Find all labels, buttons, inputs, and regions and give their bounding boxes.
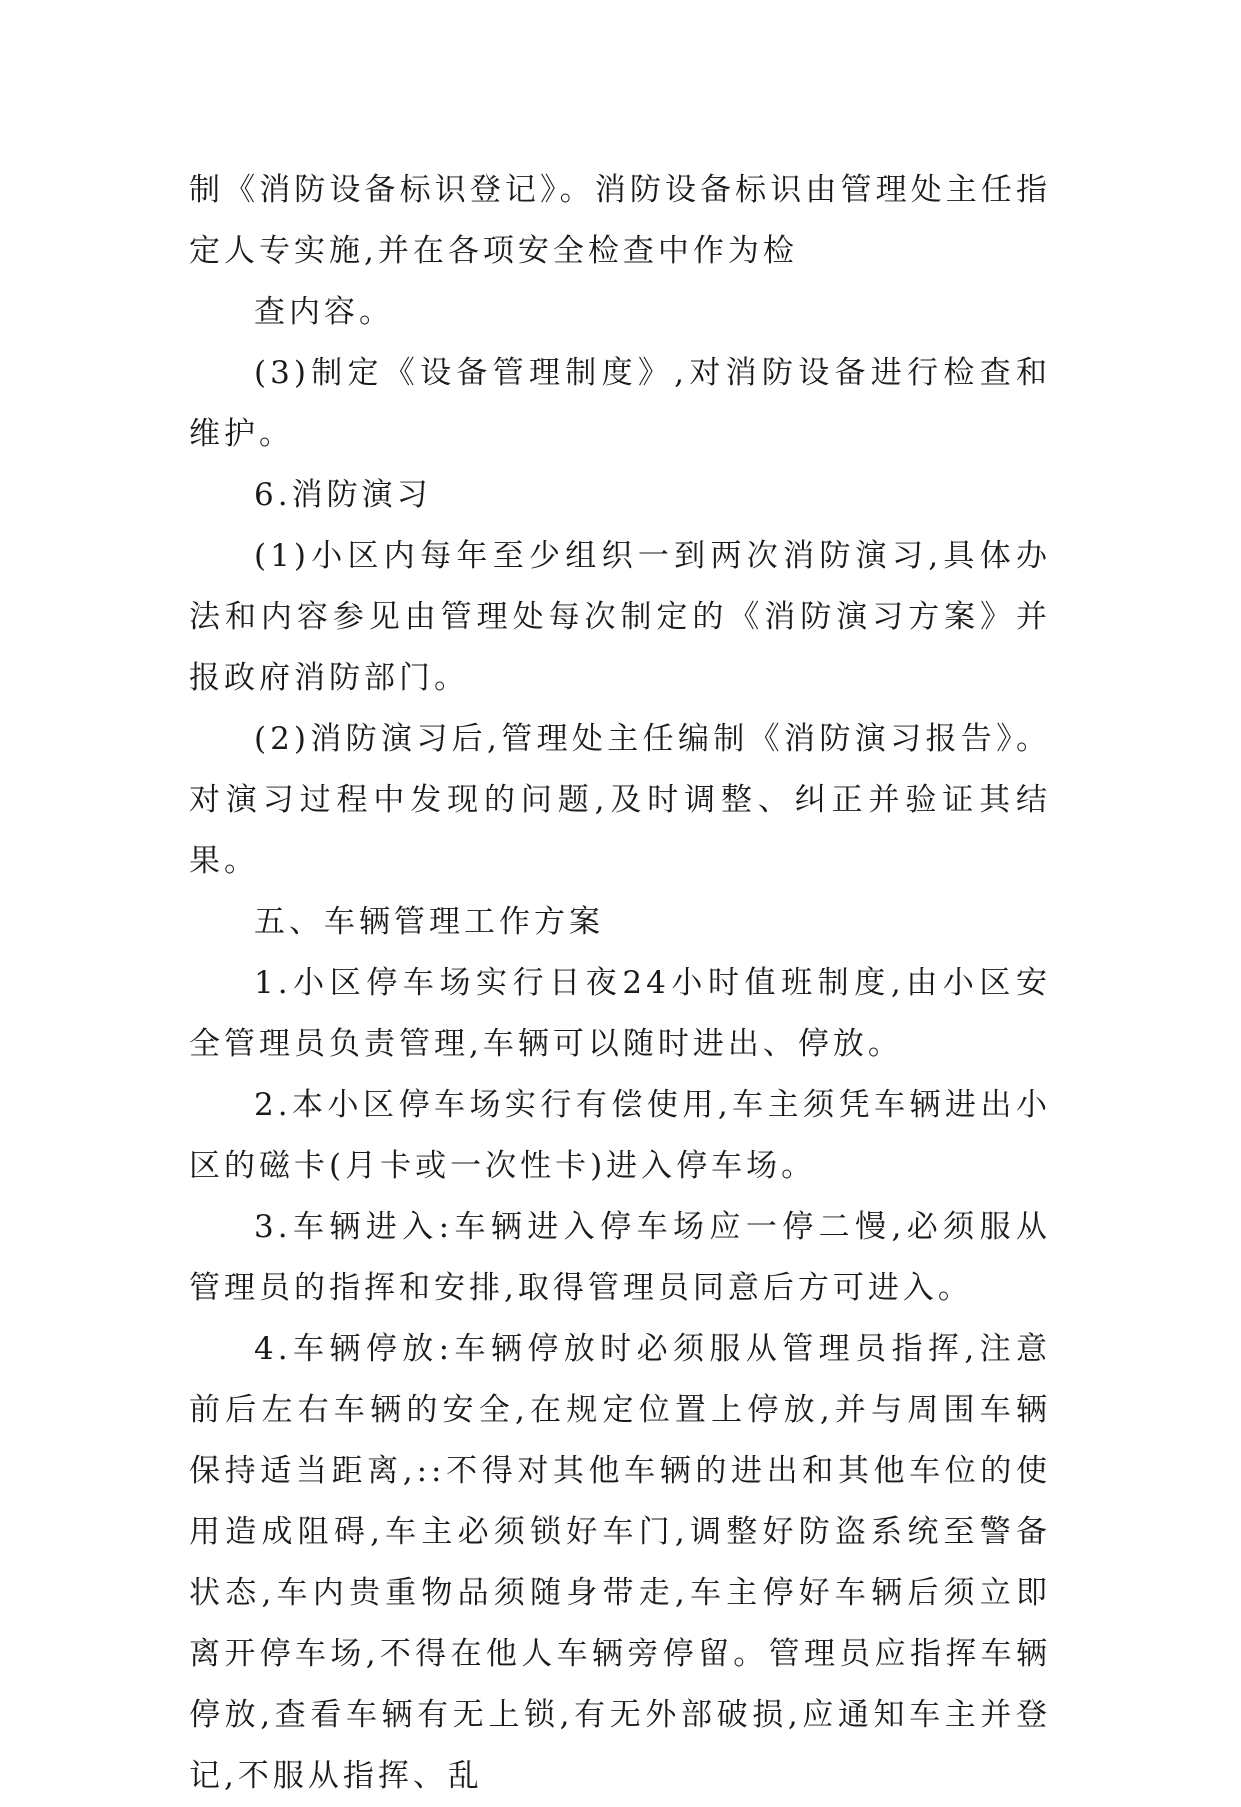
paragraph: (1)小区内每年至少组织一到两次消防演习,具体办法和内容参见由管理处每次制定的《消防演习方案》并报政府消防部门。	[189, 538, 1051, 696]
section-heading: 6.消防演习	[254, 477, 432, 513]
paragraph: 4.车辆停放:车辆停放时必须服从管理员指挥,注意前后左右车辆的安全,在规定位置上停放,并与周围车辆保持适当距离,::不得对其他车辆的进出和其他车位的使用造成阻碍,车主必须锁好车门,调整好防盗系统至警备状态,车内贵重物品须随身带走,车主停好车辆后须立即离开停车场,不得在他人车辆旁停留。管理员应指挥车辆停放,查看车辆有无上锁,有无外部破损,应通知车主并登记,不服从指挥、乱	[189, 1331, 1051, 1794]
paragraph: 3.车辆进入:车辆进入停车场应一停二慢,必须服从管理员的指挥和安排,取得管理员同意后方可进入。	[189, 1209, 1051, 1306]
paragraph: 1.小区停车场实行日夜24小时值班制度,由小区安全管理员负责管理,车辆可以随时进出、停放。	[189, 965, 1051, 1062]
paragraph: (3)制定《设备管理制度》,对消防设备进行检查和维护。	[189, 355, 1051, 452]
paragraph: 制《消防设备标识登记》。消防设备标识由管理处主任指定人专实施,并在各项安全检查中作为检	[189, 172, 1051, 269]
paragraph: 查内容。	[254, 294, 394, 330]
section-heading: 五、车辆管理工作方案	[254, 904, 604, 940]
document-body	[189, 160, 1051, 1807]
paragraph: (2)消防演习后,管理处主任编制《消防演习报告》。对演习过程中发现的问题,及时调整、纠正并验证其结果。	[189, 721, 1051, 879]
paragraph: 2.本小区停车场实行有偿使用,车主须凭车辆进出小区的磁卡(月卡或一次性卡)进入停车场。	[189, 1087, 1051, 1184]
